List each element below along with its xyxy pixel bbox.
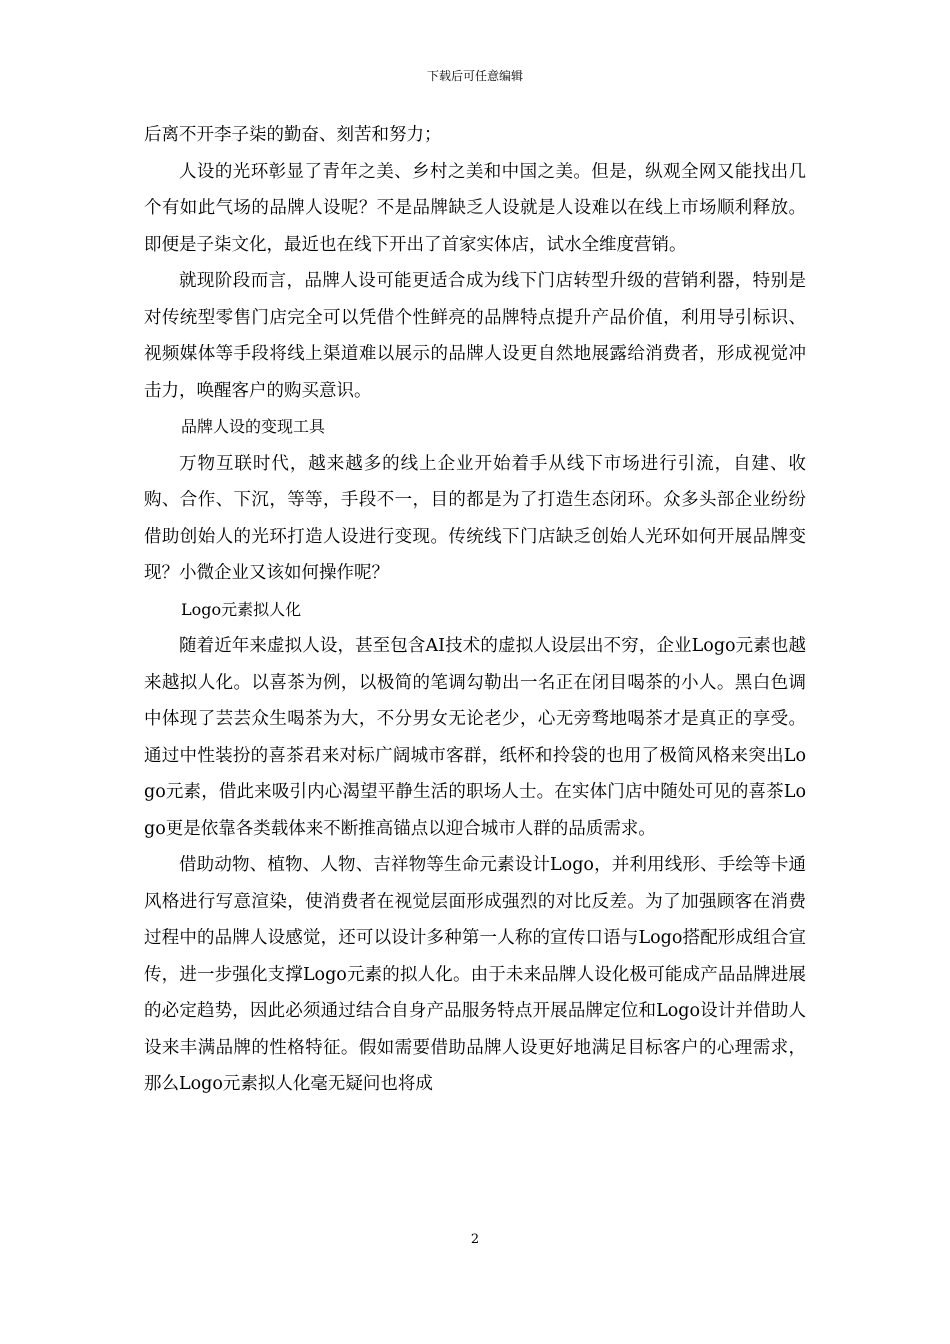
paragraph-virtual-persona: 随着近年来虚拟人设，甚至包含AI技术的虚拟人设层出不穷，企业Logo元素也越来越拟人化。以喜茶为例，以极简的笔调勾勒出一名正在闭目喝茶的小人。黑白色调中体现了芸芸众生喝茶为大，不分男女无论老少，心无旁骛地喝茶才是真正的享受。通过中性装扮的喜茶君来对标广阔城市客群，纸杯和拎袋的也用了极简风格来突出Logo元素，借此来吸引内心渴望平静生活的职场人士。在实体门店中随处可见的喜茶Logo更是依靠各类载体来不断推高锚点以迎合城市人群的品质需求。 bbox=[144, 636, 806, 839]
section-heading-monetization: 品牌人设的变现工具 bbox=[181, 417, 326, 436]
paragraph-logo-design: 借助动物、植物、人物、吉祥物等生命元素设计Logo，并利用线形、手绘等卡通风格进行写意渲染，使消费者在视觉层面形成强烈的对比反差。为了加强顾客在消费过程中的品牌人设感觉，还可以设计多种第一人称的宣传口语与Logo搭配形成组合宣传，进一步强化支撑Logo元素的拟人化。由于未来品牌人设化极可能成产品品牌进展的必定趋势，因此必须通过结合自身产品服务特点开展品牌定位和Logo设计并借助人设来丰满品牌的性格特征。假如需要借助品牌人设更好地满足目标客户的心理需求，那么Logo元素拟人化毫无疑问也将成 bbox=[144, 855, 806, 1094]
paragraph-continuation: 后离不开李子柒的勤奋、刻苦和努力； bbox=[144, 125, 442, 145]
paragraph-persona-halo: 人设的光环彰显了青年之美、乡村之美和中国之美。但是，纵观全网又能找出几个有如此气场的品牌人设呢？不是品牌缺乏人设就是人设难以在线上市场顺利释放。即便是子柒文化，最近也在线下开出了首家实体店，试水全维度营销。 bbox=[144, 161, 806, 255]
document-body bbox=[144, 117, 806, 1103]
page-number: 2 bbox=[470, 1232, 480, 1247]
section-heading-logo: Logo元素拟人化 bbox=[181, 599, 302, 619]
page-header: 下载后可任意编辑 bbox=[426, 69, 523, 83]
paragraph-offline-stores: 就现阶段而言，品牌人设可能更适合成为线下门店转型升级的营销利器，特别是对传统型零售门店完全可以凭借个性鲜亮的品牌特点提升产品价值，利用导引标识、视频媒体等手段将线上渠道难以展示的品牌人设更自然地展露给消费者，形成视觉冲击力，唤醒客户的购买意识。 bbox=[144, 271, 806, 401]
paragraph-internet-era: 万物互联时代，越来越多的线上企业开始着手从线下市场进行引流，自建、收购、合作、下沉，等等，手段不一，目的都是为了打造生态闭环。众多头部企业纷纷借助创始人的光环打造人设进行变现。传统线下门店缺乏创始人光环如何开展品牌变现？小微企业又该如何操作呢？ bbox=[144, 453, 806, 583]
